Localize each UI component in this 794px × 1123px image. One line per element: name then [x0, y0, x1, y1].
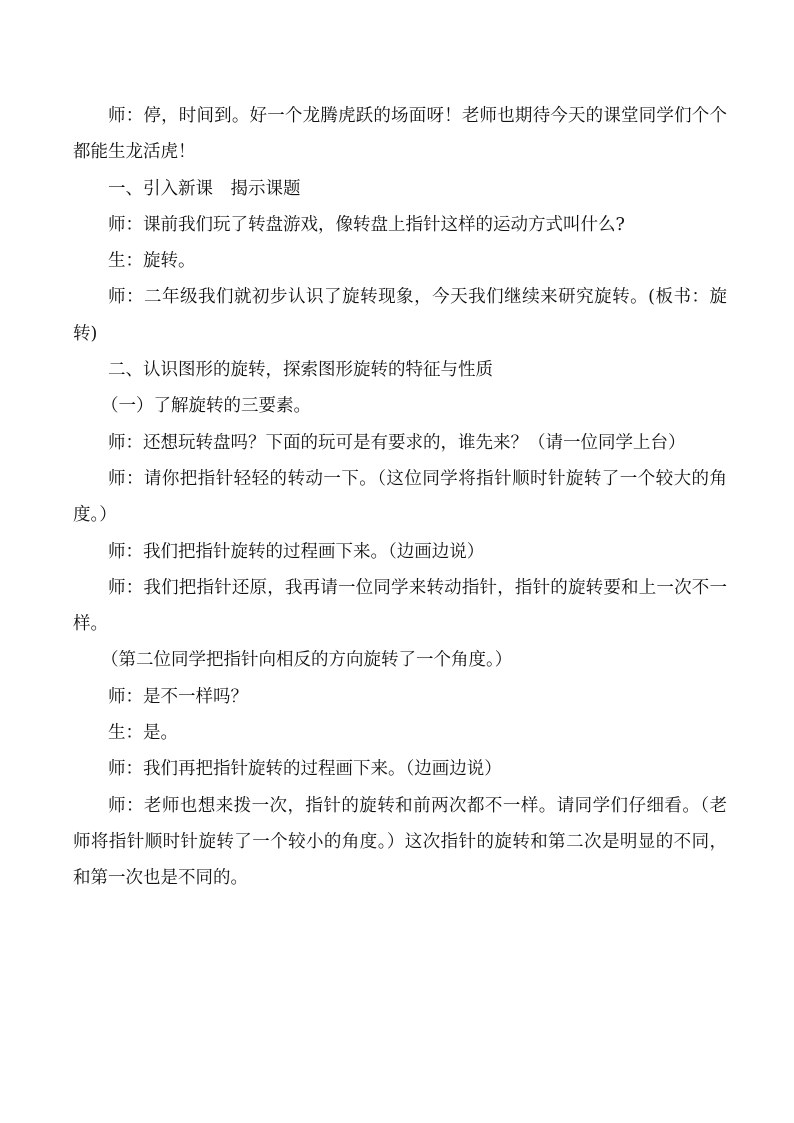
stage-direction: （第二位同学把指针向相反的方向旋转了一个角度。） [101, 650, 513, 671]
dialogue-paragraph: 生：是。 [108, 723, 178, 744]
dialogue-paragraph: 师：还想玩转盘吗？下面的玩可是有要求的，谁先来？（请一位同学上台） [108, 432, 686, 453]
section-heading: 二、认识图形的旋转，探索图形旋转的特征与性质 [108, 360, 493, 381]
dialogue-paragraph: 师：我们再把指针旋转的过程画下来。（边画边说） [108, 759, 502, 780]
dialogue-paragraph: 师：我们把指针还原，我再请一位同学来转动指针，指针的旋转要和上一次不一样。 [73, 577, 727, 635]
document-body [73, 98, 727, 897]
dialogue-paragraph: 师：请你把指针轻轻的转动一下。（这位同学将指针顺时针旋转了一个较大的角度。） [73, 468, 727, 526]
dialogue-paragraph: 师：老师也想来拨一次，指针的旋转和前两次都不一样。请同学们仔细看。（老师将指针顺时针旋转了一个较小的角度。）这次指针的旋转和第二次是明显的不同，和第一次也是不同的。 [73, 795, 727, 889]
dialogue-paragraph: 师：我们把指针旋转的过程画下来。（边画边说） [108, 541, 485, 562]
subsection-heading: （一）了解旋转的三要素。 [101, 396, 311, 417]
dialogue-paragraph: 师：二年级我们就初步认识了旋转现象，今天我们继续来研究旋转。(板书：旋转) [73, 287, 727, 344]
section-heading: 一、引入新课 揭示课题 [108, 178, 301, 199]
dialogue-paragraph: 生：旋转。 [108, 251, 196, 272]
dialogue-paragraph: 师：停，时间到。好一个龙腾虎跃的场面呀！老师也期待今天的课堂同学们个个都能生龙活虎！ [73, 106, 727, 163]
dialogue-paragraph: 师：是不一样吗？ [108, 686, 248, 707]
dialogue-paragraph: 师：课前我们玩了转盘游戏，像转盘上指针这样的运动方式叫什么? [108, 214, 625, 235]
